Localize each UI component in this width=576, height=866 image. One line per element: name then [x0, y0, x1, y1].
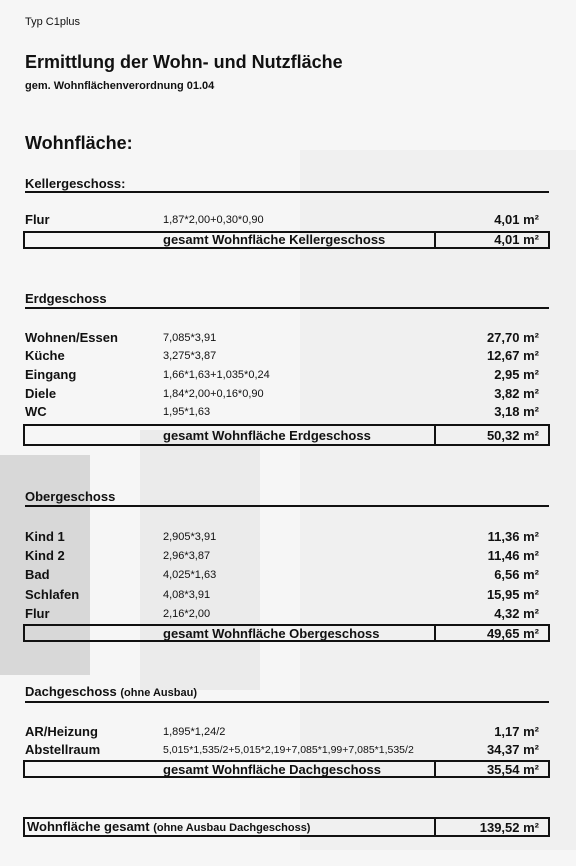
ober-row-name: Flur — [25, 606, 50, 621]
dach-row-formula: 1,895*1,24/2 — [163, 726, 226, 738]
ober-row-name: Bad — [25, 567, 50, 582]
page-subtitle: gem. Wohnflächenverordnung 01.04 — [25, 80, 215, 92]
grand-total-note: (ohne Ausbau Dachgeschoss) — [153, 822, 311, 834]
dach-total-value: 35,54 m² — [486, 762, 539, 777]
grand-total-label-text: Wohnfläche gesamt — [27, 819, 150, 834]
dach-row-value: 34,37 m² — [486, 742, 539, 757]
keller-row-value: 4,01 m² — [494, 212, 539, 227]
background-photo-overlay — [0, 455, 90, 675]
keller-row-formula: 1,87*2,00+0,30*0,90 — [163, 214, 264, 226]
erd-row-name: WC — [25, 404, 47, 419]
ober-row-value: 11,46 m² — [487, 548, 539, 563]
dach-row-name: AR/Heizung — [25, 724, 98, 739]
erd-rule — [25, 307, 549, 309]
ober-row-name: Kind 1 — [25, 529, 65, 544]
dach-heading — [25, 684, 197, 699]
keller-row-name: Flur — [25, 212, 50, 227]
ober-row-formula: 4,025*1,63 — [163, 569, 217, 581]
ober-heading: Obergeschoss — [25, 489, 116, 504]
erd-heading: Erdgeschoss — [25, 291, 107, 306]
total-divider — [434, 819, 436, 835]
total-divider — [434, 626, 436, 640]
grand-total-label — [27, 819, 310, 834]
ober-row-value: 6,56 m² — [494, 567, 539, 582]
ober-row-formula: 2,16*2,00 — [163, 608, 211, 620]
keller-total-label: gesamt Wohnfläche Kellergeschoss — [163, 232, 386, 247]
dach-heading-text: Dachgeschoss — [25, 684, 117, 699]
ober-total-label: gesamt Wohnfläche Obergeschoss — [163, 626, 380, 641]
erd-row-name: Eingang — [25, 367, 77, 382]
ober-row-formula: 2,96*3,87 — [163, 550, 211, 562]
dach-row-formula: 5,015*1,535/2+5,015*2,19+7,085*1,99+7,085*1,535/2 — [163, 744, 414, 756]
ober-rule — [25, 505, 549, 507]
ober-row-value: 4,32 m² — [494, 606, 539, 621]
ober-row-formula: 2,905*3,91 — [163, 531, 217, 543]
keller-heading: Kellergeschoss: — [25, 176, 126, 191]
erd-row-value: 27,70 m² — [486, 330, 539, 345]
erd-total-value: 50,32 m² — [486, 428, 539, 443]
keller-rule — [25, 191, 549, 193]
ober-total-value: 49,65 m² — [486, 626, 539, 641]
type-label: Typ C1plus — [25, 16, 81, 28]
dach-heading-note: (ohne Ausbau) — [120, 687, 197, 699]
dach-row-value: 1,17 m² — [494, 724, 539, 739]
total-divider — [434, 426, 436, 444]
erd-row-formula: 7,085*3,91 — [163, 332, 217, 344]
dach-rule — [25, 701, 549, 703]
erd-row-value: 3,18 m² — [494, 404, 539, 419]
dach-total-label: gesamt Wohnfläche Dachgeschoss — [163, 762, 381, 777]
grand-total-value: 139,52 m² — [479, 820, 539, 835]
erd-row-value: 12,67 m² — [486, 348, 539, 363]
ober-row-value: 11,36 m² — [487, 529, 539, 544]
erd-row-formula: 1,66*1,63+1,035*0,24 — [163, 369, 270, 381]
ober-row-name: Kind 2 — [25, 548, 65, 563]
erd-row-formula: 1,95*1,63 — [163, 406, 211, 418]
erd-row-name: Küche — [25, 348, 65, 363]
erd-row-formula: 3,275*3,87 — [163, 350, 217, 362]
dach-row-name: Abstellraum — [25, 742, 101, 757]
total-divider — [434, 762, 436, 776]
page-title: Ermittlung der Wohn- und Nutzfläche — [25, 52, 343, 72]
erd-row-value: 2,95 m² — [494, 367, 539, 382]
erd-row-name: Wohnen/Essen — [25, 330, 118, 345]
erd-row-formula: 1,84*2,00+0,16*0,90 — [163, 388, 264, 400]
ober-row-formula: 4,08*3,91 — [163, 589, 211, 601]
ober-row-name: Schlafen — [25, 587, 80, 602]
total-divider — [434, 233, 436, 247]
ober-row-value: 15,95 m² — [486, 587, 539, 602]
erd-total-label: gesamt Wohnfläche Erdgeschoss — [163, 428, 371, 443]
erd-row-value: 3,82 m² — [494, 386, 539, 401]
section-title: Wohnfläche: — [25, 133, 133, 153]
erd-row-name: Diele — [25, 386, 57, 401]
keller-total-value: 4,01 m² — [494, 232, 539, 247]
